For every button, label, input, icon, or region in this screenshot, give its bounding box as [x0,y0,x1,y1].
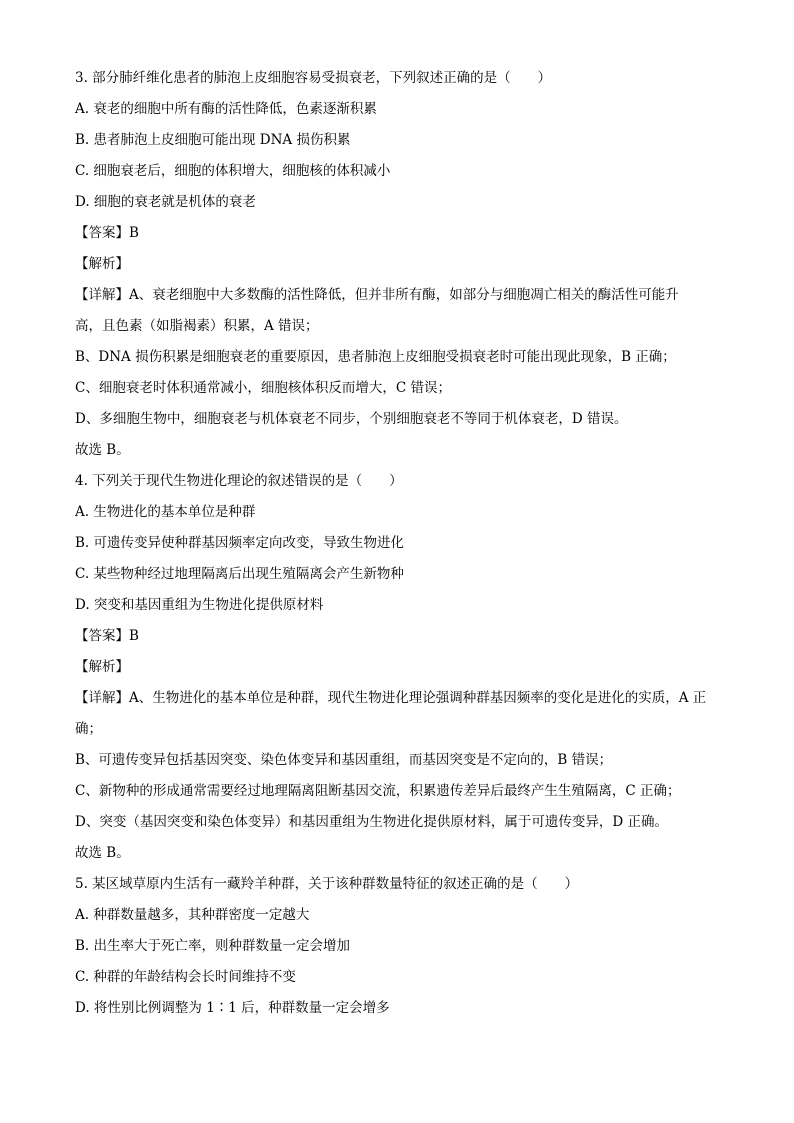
question-4-option-d: D. 突变和基因重组为生物进化提供原材料 [75,597,324,613]
question-3-option-d: D. 细胞的衰老就是机体的衰老 [75,194,256,210]
question-3-option-b: B. 患者肺泡上皮细胞可能出现 DNA 损伤积累 [75,132,351,148]
question-4-detail-line: 确； [75,721,102,737]
question-4-option-c: C. 某些物种经过地理隔离后出现生殖隔离会产生新物种 [75,566,404,582]
question-5-option-c: C. 种群的年龄结构会长时间维持不变 [75,969,296,985]
question-4-analysis-label: 【解析】 [75,659,129,675]
question-3-stem: 3. 部分肺纤维化患者的肺泡上皮细胞容易受损衰老，下列叙述正确的是（ ） [75,70,552,86]
question-4-conclusion: 故选 B。 [75,845,130,861]
question-3-detail-line: 【详解】A、衰老细胞中大多数酶的活性降低，但并非所有酶，如部分与细胞凋亡相关的酶活性可能升 [75,287,679,303]
question-3-conclusion: 故选 B。 [75,442,130,458]
question-5-stem: 5. 某区域草原内生活有一藏羚羊种群，关于该种群数量特征的叙述正确的是（ ） [75,876,579,892]
document-content [75,63,725,1024]
question-3-answer: 【答案】B [75,225,139,241]
question-3-option-a: A. 衰老的细胞中所有酶的活性降低，色素逐渐积累 [75,101,377,117]
question-3-detail-line: B、DNA 损伤积累是细胞衰老的重要原因，患者肺泡上皮细胞受损衰老时可能出现此现象，B 正确； [75,349,676,365]
question-3-detail-line: C、细胞衰老时体积通常减小，细胞核体积反而增大，C 错误； [75,380,451,396]
question-4-detail-line: 【详解】A、生物进化的基本单位是种群，现代生物进化理论强调种群基因频率的变化是进化的实质，A 正 [75,690,707,706]
question-5-option-b: B. 出生率大于死亡率，则种群数量一定会增加 [75,938,351,954]
question-4-detail-line: B、可遗传变异包括基因突变、染色体变异和基因重组，而基因突变是不定向的，B 错误； [75,752,613,768]
question-3-detail-line: 高，且色素（如脂褐素）积累，A 错误； [75,318,319,334]
question-4-option-a: A. 生物进化的基本单位是种群 [75,504,256,520]
question-4-detail-line: C、新物种的形成通常需要经过地理隔离阻断基因交流，积累遗传差异后最终产生生殖隔离，C 正确； [75,783,681,799]
question-3-analysis-label: 【解析】 [75,256,129,272]
question-3-detail-line: D、多细胞生物中，细胞衰老与机体衰老不同步，个别细胞衰老不等同于机体衰老，D 错误。 [75,411,628,427]
question-5-option-d: D. 将性别比例调整为 1∶1 后，种群数量一定会增多 [75,1000,390,1016]
question-4-option-b: B. 可遗传变异使种群基因频率定向改变，导致生物进化 [75,535,405,551]
question-5-option-a: A. 种群数量越多，其种群密度一定越大 [75,907,310,923]
question-4-detail-line: D、突变（基因突变和染色体变异）和基因重组为生物进化提供原材料，属于可遗传变异，D 正确。 [75,814,668,830]
question-4-stem: 4. 下列关于现代生物进化理论的叙述错误的是（ ） [75,473,403,489]
question-4-answer: 【答案】B [75,628,139,644]
question-3-option-c: C. 细胞衰老后，细胞的体积增大，细胞核的体积减小 [75,163,391,179]
